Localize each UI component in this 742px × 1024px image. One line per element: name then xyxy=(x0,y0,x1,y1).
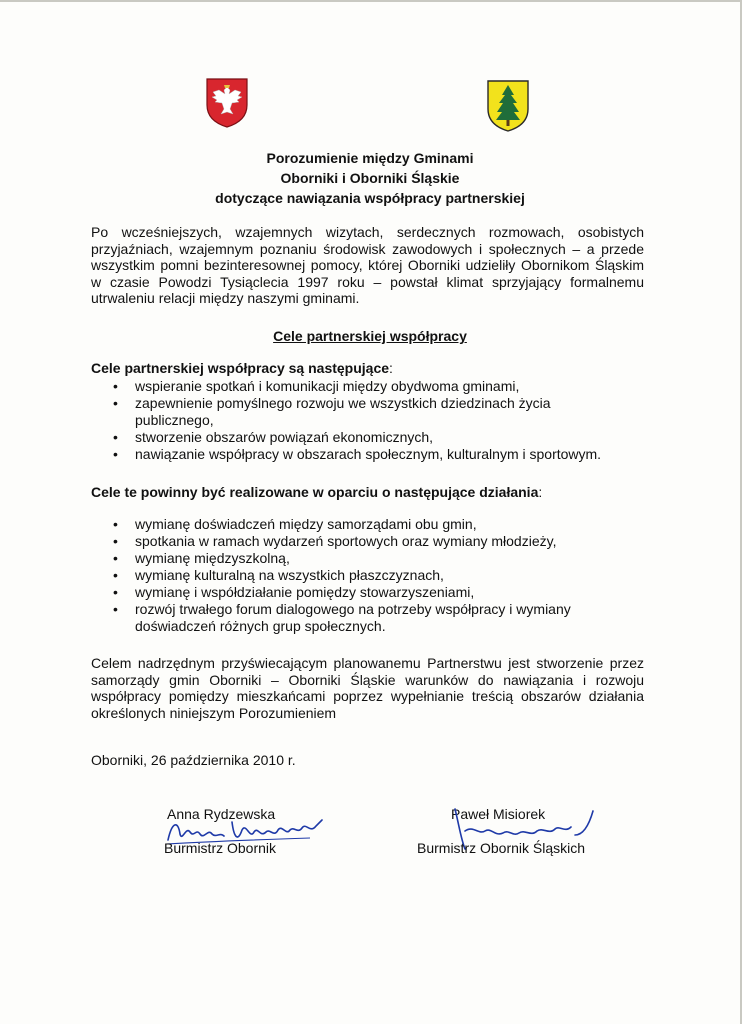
title-line-2: Oborniki i Oborniki Śląskie xyxy=(280,170,460,186)
actions-list xyxy=(91,516,631,635)
list-item: • wymianę doświadczeń między samorządami obu gmin, xyxy=(91,516,631,533)
list-item: • stworzenie obszarów powiązań ekonomicznych, xyxy=(91,429,631,446)
place-and-date: Oborniki, 26 października 2010 r. xyxy=(91,752,296,768)
title-line-1: Porozumienie między Gminami xyxy=(266,150,474,166)
list-item: • wymianę międzyszkolną, xyxy=(91,550,631,567)
list-item: • wymianę i współdziałanie pomiędzy stowarzyszeniami, xyxy=(91,584,631,601)
goals-lead xyxy=(91,360,393,376)
closing-paragraph: Celem nadrzędnym przyświecającym planowanemu Partnerstwu jest stworzenie przez samorządy gmin Oborniki – Oborniki Śląskie warunków do nawiązania i rozwoju współpracy pomiędzy mieszkańcami poprzez wypełnianie treścią obszarów działania określonych niniejszym Porozumieniem xyxy=(91,655,644,721)
intro-paragraph: Po wcześniejszych, wzajemnych wizytach, serdecznych rozmowach, osobistych przyjaźniach, wzajemnym poznaniu środowisk zawodowych i społecznych – a przede wszystkim pomni bezinteresownej pomocy, której Oborniki udzieliły Obornikom Śląskim w czasie Powodzi Tysiąclecia 1997 roku – powstał klimat sprzyjający formalnemu utrwaleniu relacji między naszymi gminami. xyxy=(91,224,644,306)
left-signatory-role: Burmistrz Obornik xyxy=(164,840,277,856)
title-line-3: dotyczące nawiązania współpracy partnerskiej xyxy=(215,190,525,206)
section-heading: Cele partnerskiej współpracy xyxy=(273,328,467,344)
oborniki-coat-of-arms xyxy=(205,77,249,129)
goals-list xyxy=(91,378,631,463)
document-title xyxy=(90,148,650,208)
right-signatory-role: Burmistrz Obornik Śląskich xyxy=(417,840,586,856)
actions-lead-text: Cele te powinny być realizowane w oparciu o następujące działania xyxy=(91,484,539,500)
goals-lead-text: Cele partnerskiej współpracy są następujące xyxy=(91,360,390,376)
list-item: • nawiązanie współpracy w obszarach społecznym, kulturalnym i sportowym. xyxy=(91,446,631,463)
list-item: • wymianę kulturalną na wszystkich płaszczyznach, xyxy=(91,567,631,584)
scan-edge-top xyxy=(0,0,742,2)
list-item: • rozwój trwałego forum dialogowego na potrzeby współpracy i wymiany doświadczeń różnych grup społecznych. xyxy=(91,601,631,635)
list-item: • zapewnienie pomyślnego rozwoju we wszystkich dziedzinach życia publicznego, xyxy=(91,395,631,429)
right-signatory-name: Paweł Misiorek xyxy=(451,806,546,822)
actions-lead-suffix: : xyxy=(538,484,543,500)
list-item: • spotkania w ramach wydarzeń sportowych oraz wymiany młodzieży, xyxy=(91,533,631,550)
list-item: • wspieranie spotkań i komunikacji między obydwoma gminami, xyxy=(91,378,631,395)
oborniki-slaskie-coat-of-arms xyxy=(486,79,530,133)
goals-lead-suffix: : xyxy=(389,360,393,376)
left-signatory-name: Anna Rydzewska xyxy=(167,806,276,822)
actions-lead xyxy=(91,484,542,500)
